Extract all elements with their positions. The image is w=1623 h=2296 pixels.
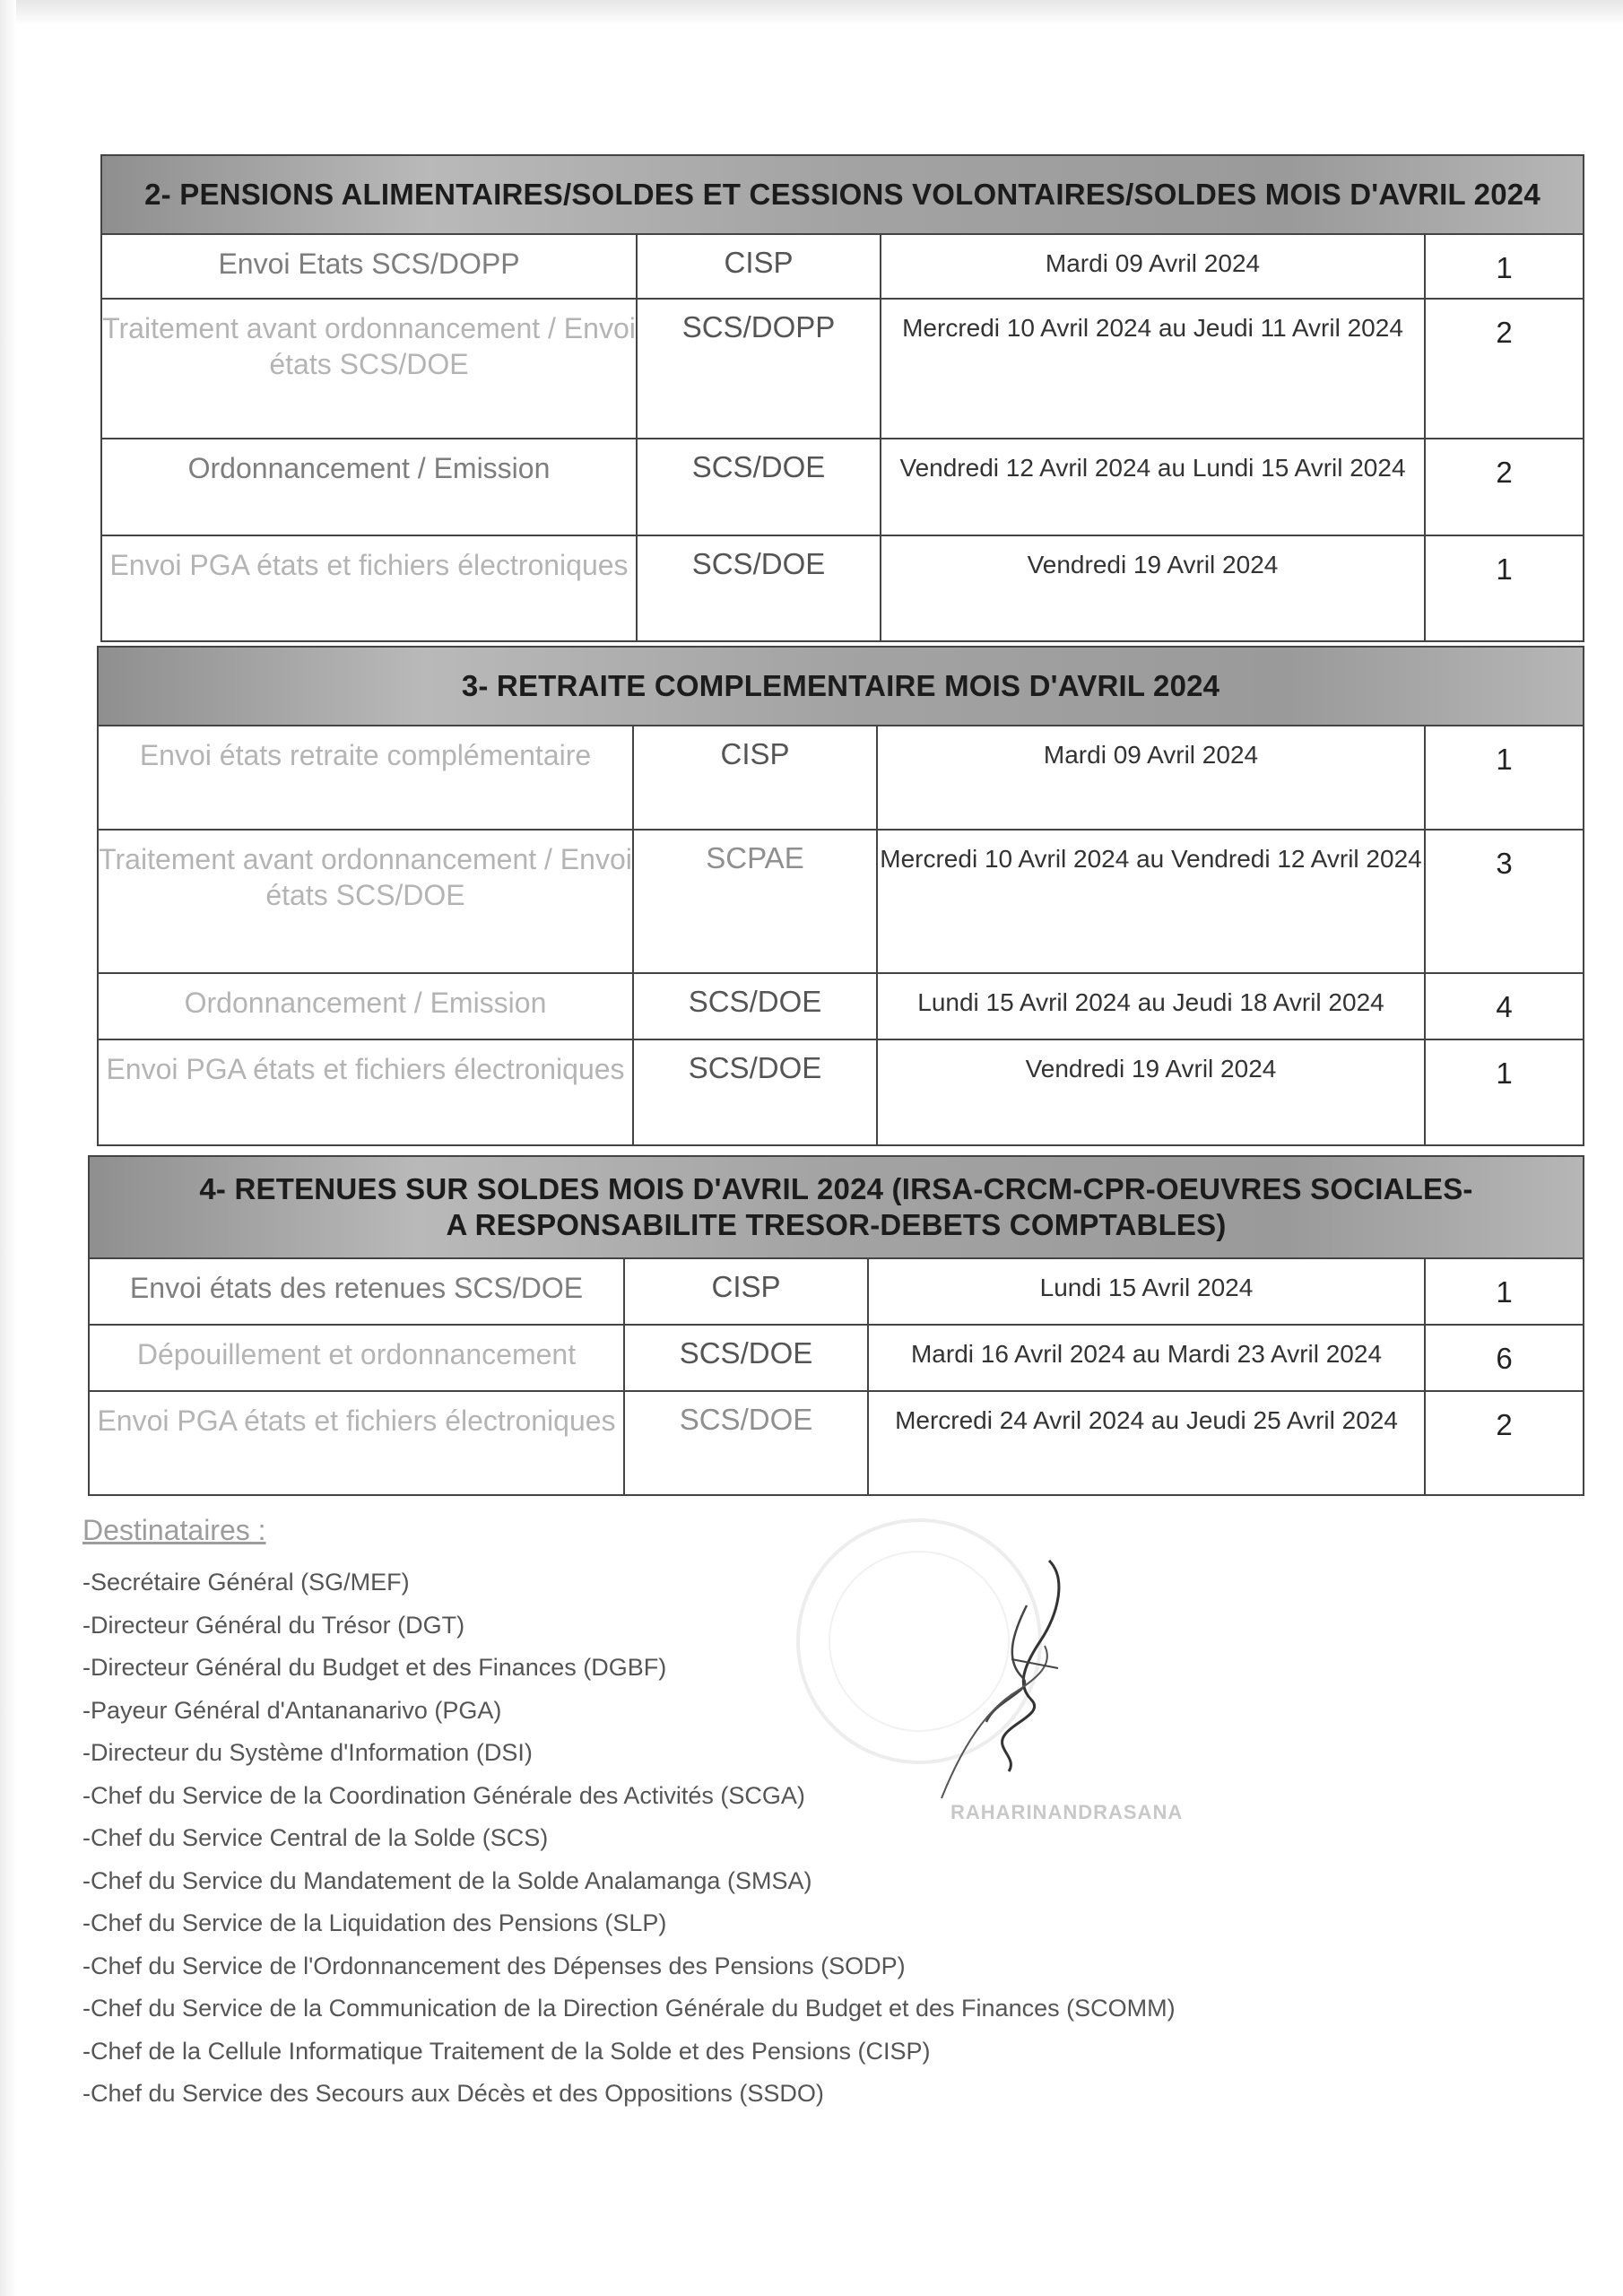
section-title-line-1: 4- RETENUES SUR SOLDES MOIS D'AVRIL 2024 (IRSA-CRCM-CPR-OEUVRES SOCIALES- [199, 1172, 1473, 1206]
list-item: -Directeur Général du Budget et des Finances (DGBF) [82, 1654, 667, 1681]
section-header [98, 647, 1584, 726]
section-header [101, 155, 1584, 234]
service-cell: SCS/DOPP [637, 299, 881, 439]
date-cell: Mercredi 10 Avril 2024 au Jeudi 11 Avril 2024 [881, 299, 1425, 439]
list-item: -Payeur Général d'Antananarivo (PGA) [82, 1696, 502, 1724]
recipients-block [82, 1514, 1176, 2116]
list-item: -Directeur Général du Trésor (DGT) [82, 1611, 465, 1639]
section-title: 2- PENSIONS ALIMENTAIRES/SOLDES ET CESSIONS VOLONTAIRES/SOLDES MOIS D'AVRIL 2024 [101, 155, 1584, 234]
date-cell: Lundi 15 Avril 2024 [868, 1258, 1425, 1325]
service-cell: SCS/DOE [624, 1391, 868, 1495]
task-cell: Envoi PGA états et fichiers électroniques [101, 535, 637, 641]
days-cell: 4 [1425, 973, 1584, 1039]
task-cell: Ordonnancement / Emission [101, 439, 637, 535]
table-row [98, 830, 1584, 973]
stamp-name-text: RAHARINANDRASANA [950, 1801, 1184, 1823]
date-cell: Mercredi 10 Avril 2024 au Vendredi 12 Avril 2024 [877, 830, 1425, 973]
task-cell: Envoi états retraite complémentaire [98, 726, 633, 830]
days-cell: 1 [1425, 726, 1584, 830]
service-cell: CISP [637, 234, 881, 299]
task-cell: Traitement avant ordonnancement / Envoi états SCS/DOE [98, 830, 633, 973]
days-cell: 6 [1425, 1325, 1584, 1391]
task-cell: Envoi Etats SCS/DOPP [101, 234, 637, 299]
list-item: -Chef du Service Central de la Solde (SCS) [82, 1824, 549, 1851]
service-cell: SCPAE [633, 830, 877, 973]
table-row [101, 535, 1584, 641]
recipients-list [82, 1561, 1176, 2116]
task-cell: Traitement avant ordonnancement / Envoi états SCS/DOE [101, 299, 637, 439]
list-item: -Secrétaire Général (SG/MEF) [82, 1569, 410, 1596]
service-cell: SCS/DOE [637, 535, 881, 641]
days-cell: 1 [1425, 535, 1584, 641]
section-header [89, 1156, 1584, 1258]
date-cell: Vendredi 12 Avril 2024 au Lundi 15 Avril 2024 [881, 439, 1425, 535]
section-title-line-2: A RESPONSABILITE TRESOR-DEBETS COMPTABLES) [446, 1208, 1227, 1241]
list-item: -Chef du Service de l'Ordonnancement des Dépenses des Pensions (SODP) [82, 1952, 906, 1979]
list-item: -Chef du Service des Secours aux Décès et des Oppositions (SSDO) [82, 2080, 824, 2107]
task-cell: Envoi PGA états et fichiers électroniques [98, 1039, 633, 1145]
table-row [89, 1258, 1584, 1325]
date-cell: Vendredi 19 Avril 2024 [881, 535, 1425, 641]
list-item: -Chef du Service du Mandatement de la Solde Analamanga (SMSA) [82, 1866, 812, 1894]
days-cell: 2 [1425, 439, 1584, 535]
list-item: -Chef du Service de la Communication de la Direction Générale du Budget et des Finances (SCOMM) [82, 1995, 1176, 2022]
date-cell: Mercredi 24 Avril 2024 au Jeudi 25 Avril 2024 [868, 1391, 1425, 1495]
days-cell: 2 [1425, 299, 1584, 439]
days-cell: 3 [1425, 830, 1584, 973]
scan-edge-top [0, 0, 1623, 25]
service-cell: SCS/DOE [633, 973, 877, 1039]
days-cell: 1 [1425, 1039, 1584, 1145]
date-cell: Mardi 16 Avril 2024 au Mardi 23 Avril 2024 [868, 1325, 1425, 1391]
section-title: 3- RETRAITE COMPLEMENTAIRE MOIS D'AVRIL 2024 [98, 647, 1584, 726]
task-cell: Dépouillement et ordonnancement [89, 1325, 624, 1391]
task-cell: Envoi états des retenues SCS/DOE [89, 1258, 624, 1325]
list-item: -Chef du Service de la Coordination Générale des Activités (SCGA) [82, 1781, 805, 1809]
section-title [89, 1156, 1584, 1258]
service-cell: CISP [633, 726, 877, 830]
date-cell: Mardi 09 Avril 2024 [881, 234, 1425, 299]
days-cell: 1 [1425, 1258, 1584, 1325]
task-cell: Envoi PGA états et fichiers électroniques [89, 1391, 624, 1495]
table-row [101, 299, 1584, 439]
table-row [101, 439, 1584, 535]
list-item: -Chef du Service de la Liquidation des Pensions (SLP) [82, 1909, 667, 1936]
service-cell: CISP [624, 1258, 868, 1325]
task-cell: Ordonnancement / Emission [98, 973, 633, 1039]
table-row [98, 1039, 1584, 1145]
list-item: -Directeur du Système d'Information (DSI) [82, 1739, 533, 1766]
table-row [89, 1325, 1584, 1391]
date-cell: Vendredi 19 Avril 2024 [877, 1039, 1425, 1145]
table-row [101, 234, 1584, 299]
table-row [98, 973, 1584, 1039]
days-cell: 1 [1425, 234, 1584, 299]
recipients-title: Destinataires : [82, 1514, 266, 1546]
service-cell: SCS/DOE [624, 1325, 868, 1391]
days-cell: 2 [1425, 1391, 1584, 1495]
table-row [98, 726, 1584, 830]
date-cell: Mardi 09 Avril 2024 [877, 726, 1425, 830]
schedule-table-section-4 [88, 1155, 1584, 1496]
table-row [89, 1391, 1584, 1495]
schedule-table-section-3 [97, 646, 1584, 1146]
service-cell: SCS/DOE [637, 439, 881, 535]
service-cell: SCS/DOE [633, 1039, 877, 1145]
list-item: -Chef de la Cellule Informatique Traitement de la Solde et des Pensions (CISP) [82, 2037, 931, 2065]
date-cell: Lundi 15 Avril 2024 au Jeudi 18 Avril 2024 [877, 973, 1425, 1039]
scan-edge-left [0, 0, 16, 2296]
schedule-table-section-2 [100, 154, 1584, 642]
